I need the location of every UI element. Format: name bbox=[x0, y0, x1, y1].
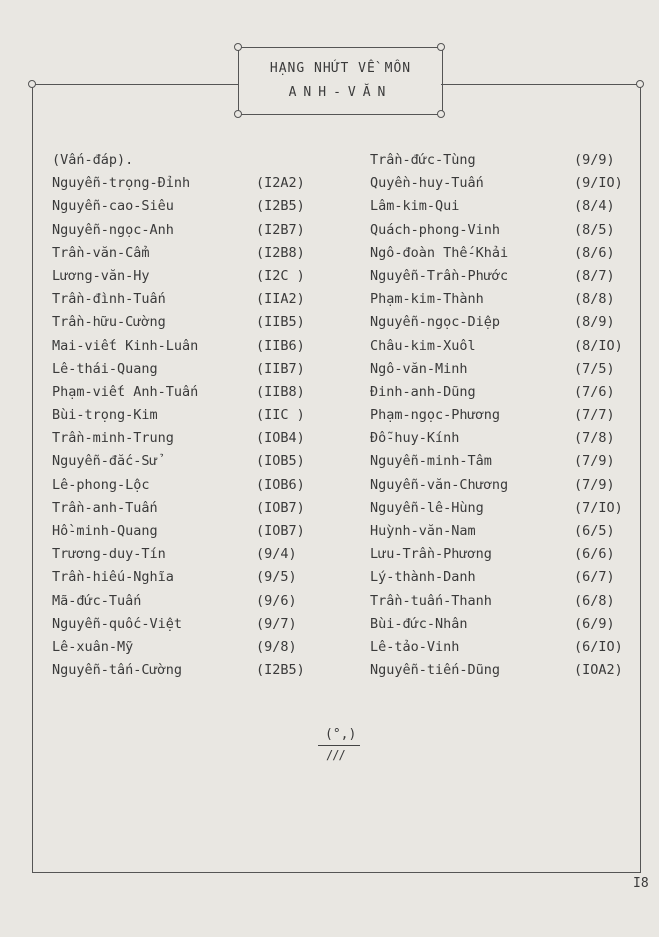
page-number: I8 bbox=[633, 876, 649, 891]
class-code: (IIB8) bbox=[256, 383, 305, 400]
student-name: Lâm-kim-Qui bbox=[370, 198, 460, 215]
class-code: (9/8) bbox=[256, 638, 297, 655]
class-code: (I2B8) bbox=[256, 244, 305, 261]
student-name: Lê-phong-Lộc bbox=[52, 476, 150, 493]
class-code: (8/7) bbox=[574, 267, 615, 284]
frame-top-left-line bbox=[32, 84, 238, 85]
student-name: Nguyễn-đắc-Sử bbox=[52, 453, 158, 470]
student-name: Mã-đức-Tuấn bbox=[52, 592, 142, 609]
class-code: (6/6) bbox=[574, 546, 615, 563]
class-code: (I2B7) bbox=[256, 221, 305, 238]
class-code: (I2B5) bbox=[256, 198, 305, 215]
class-code: (8/9) bbox=[574, 314, 615, 331]
class-code: (7/9) bbox=[574, 476, 615, 493]
class-code: (9/7) bbox=[256, 615, 297, 632]
class-code: (IOA2) bbox=[574, 662, 623, 679]
class-code: (7/8) bbox=[574, 430, 615, 447]
class-code: (8/8) bbox=[574, 291, 615, 308]
student-name: Mai-viết Kinh-Luân bbox=[52, 337, 199, 354]
class-code: (8/4) bbox=[574, 198, 615, 215]
class-code: (IOB7) bbox=[256, 499, 305, 516]
class-code: (9/IO) bbox=[574, 175, 623, 192]
title-corner-top-left bbox=[234, 43, 242, 51]
class-code: (IOB7) bbox=[256, 523, 305, 539]
class-code: (IIB7) bbox=[256, 360, 305, 377]
student-name: Đinh-anh-Dũng bbox=[370, 383, 476, 400]
student-name: Lương-văn-Hy bbox=[52, 267, 150, 284]
student-name: Lý-thành-Danh bbox=[370, 569, 476, 586]
ornament-bars: /// bbox=[326, 748, 345, 762]
class-code: (7/9) bbox=[574, 453, 615, 470]
student-name: Đỗ-huy-Kính bbox=[370, 430, 460, 447]
class-code: (6/8) bbox=[574, 592, 615, 609]
student-name: Châu-kim-Xuôl bbox=[370, 337, 476, 354]
class-code: (9/4) bbox=[256, 546, 297, 563]
class-code: (8/5) bbox=[574, 221, 615, 238]
student-name: Ngô-văn-Minh bbox=[370, 360, 468, 377]
title-box-top-line bbox=[239, 47, 442, 48]
class-code: (7/7) bbox=[574, 407, 615, 424]
ornament-underline bbox=[318, 745, 360, 746]
class-code: (9/5) bbox=[256, 569, 297, 586]
student-name: Trần-hữu-Cường bbox=[52, 314, 166, 331]
class-code: (6/IO) bbox=[574, 638, 623, 655]
student-name: Trần-đức-Tùng bbox=[370, 152, 476, 168]
student-name: Lê-thái-Quang bbox=[52, 360, 158, 377]
student-name: Lê-xuân-Mỹ bbox=[52, 638, 134, 655]
title-box-bottom-line bbox=[239, 114, 442, 115]
class-code: (8/IO) bbox=[574, 337, 623, 354]
student-name: Phạm-ngọc-Phương bbox=[370, 407, 501, 424]
class-code: (I2B5) bbox=[256, 662, 305, 679]
student-name: Nguyễn-cao-Siêu bbox=[52, 198, 174, 215]
student-name: Nguyễn-trọng-Đỉnh bbox=[52, 175, 191, 192]
student-name: (Vấn-đáp). bbox=[52, 152, 134, 168]
student-name: Nguyễn-tiến-Dũng bbox=[370, 662, 501, 679]
student-name: Ngô-đoàn Thế-Khải bbox=[370, 244, 509, 261]
student-name: Quách-phong-Vinh bbox=[370, 221, 501, 238]
student-name: Trần-anh-Tuấn bbox=[52, 499, 158, 516]
student-name: Nguyễn-quốc-Việt bbox=[52, 615, 183, 632]
class-code: (7/6) bbox=[574, 383, 615, 400]
frame-corner-top-left bbox=[28, 80, 36, 88]
class-code: (IOB4) bbox=[256, 430, 305, 447]
student-name: Nguyễn-tấn-Cường bbox=[52, 662, 183, 679]
class-code: (IOB6) bbox=[256, 476, 305, 493]
frame-top-right-line bbox=[441, 84, 640, 85]
class-code: (IIB5) bbox=[256, 314, 305, 331]
class-code: (IIB6) bbox=[256, 337, 305, 354]
student-name: Trần-hiếu-Nghĩa bbox=[52, 569, 174, 586]
student-name: Quyền-huy-Tuấn bbox=[370, 175, 484, 192]
class-code: (6/9) bbox=[574, 615, 615, 632]
frame-left-line bbox=[32, 84, 33, 873]
student-name: Bùi-trọng-Kim bbox=[52, 407, 158, 424]
class-code: (IIC ) bbox=[256, 407, 305, 424]
student-name: Nguyễn-minh-Tâm bbox=[370, 453, 492, 470]
class-code: (8/6) bbox=[574, 244, 615, 261]
student-name: Nguyễn-Trần-Phước bbox=[370, 267, 509, 284]
student-name: Nguyễn-lê-Hùng bbox=[370, 499, 484, 516]
student-name: Trần-đình-Tuấn bbox=[52, 291, 166, 308]
title-corner-top-right bbox=[437, 43, 445, 51]
title-corner-bottom-left bbox=[234, 110, 242, 118]
student-name: Nguyễn-văn-Chương bbox=[370, 476, 509, 493]
class-code: (I2C ) bbox=[256, 267, 305, 284]
class-code: (7/5) bbox=[574, 360, 615, 377]
student-name: Hồ-minh-Quang bbox=[52, 523, 158, 539]
title-subject: ANH-VĂN bbox=[288, 85, 393, 100]
ornament-mark: (°,) bbox=[325, 727, 357, 742]
frame-bottom-line bbox=[32, 872, 641, 873]
class-code: (IIA2) bbox=[256, 291, 305, 308]
student-name: Trương-duy-Tín bbox=[52, 546, 166, 563]
student-name: Bùi-đức-Nhân bbox=[370, 615, 468, 632]
class-code: (6/5) bbox=[574, 523, 615, 539]
title-heading: HẠNG NHỨT VỀ MÔN bbox=[269, 61, 412, 76]
class-code: (7/IO) bbox=[574, 499, 623, 516]
class-code: (9/6) bbox=[256, 592, 297, 609]
student-name: Nguyễn-ngọc-Anh bbox=[52, 221, 174, 238]
student-name: Trần-văn-Cẩm bbox=[52, 244, 150, 261]
class-code: (IOB5) bbox=[256, 453, 305, 470]
student-name: Lưu-Trần-Phương bbox=[370, 546, 492, 563]
class-code: (I2A2) bbox=[256, 175, 305, 192]
student-name: Huỳnh-văn-Nam bbox=[370, 523, 476, 539]
class-code: (9/9) bbox=[574, 152, 615, 168]
title-corner-bottom-right bbox=[437, 110, 445, 118]
student-name: Trần-tuấn-Thanh bbox=[370, 592, 492, 609]
student-name: Nguyễn-ngọc-Diệp bbox=[370, 314, 501, 331]
student-name: Phạm-kim-Thành bbox=[370, 291, 484, 308]
frame-right-line bbox=[640, 84, 641, 873]
class-code: (6/7) bbox=[574, 569, 615, 586]
student-name: Phạm-viết Anh-Tuấn bbox=[52, 383, 199, 400]
student-name: Lê-tảo-Vinh bbox=[370, 638, 460, 655]
title-box bbox=[238, 47, 443, 115]
frame-corner-top-right bbox=[636, 80, 644, 88]
student-name: Trần-minh-Trung bbox=[52, 430, 174, 447]
